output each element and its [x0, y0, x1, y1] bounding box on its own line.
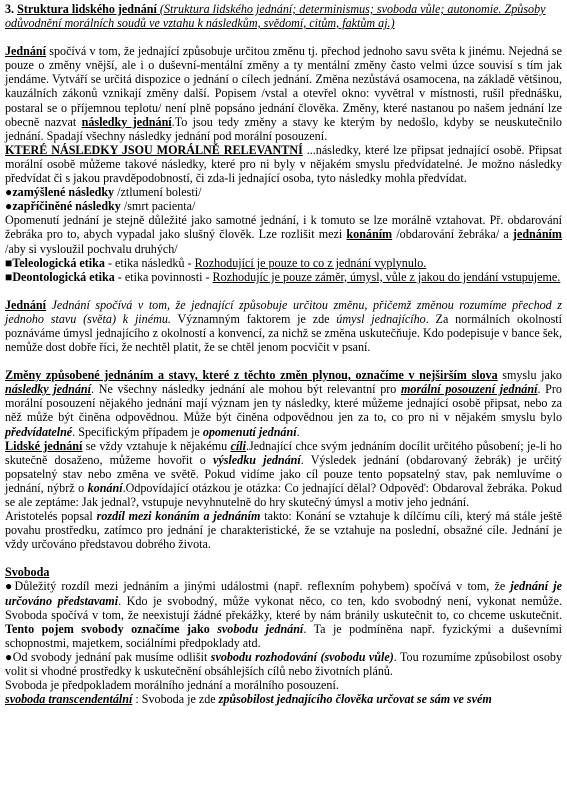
bullet-caused: ●zapříčiněné následky /smrt pacienta/ — [5, 199, 196, 214]
square-bullet-icon: ■ — [5, 255, 13, 270]
section-heading — [5, 2, 562, 30]
paragraph-changes: Změny způsobené jednáním a stavy, které z těchto změn plynou, označíme v nejširším slova smyslu jako následky jednání. Ne všechny následky jednání ale mohou být relevantní pro morální posouzení jednání. Pro morální posouzení nějakého jednání mají význam jen ty následky, které můžeme jednající osobě připsat, nebo za něž může být činěna odpovědnou. Může být činěna odpovědnou jen za to, co pro ni v nějakém smyslu bylo předvídatelné. Specifickým případem je opomenutí jednání. — [5, 368, 562, 439]
square-bullet-icon: ■ — [5, 269, 13, 284]
paragraph-freedom-premise: Svoboda je předpokladem morálního jednání a morálního posouzení. — [5, 678, 339, 693]
bullet-intended: ●zamýšlené následky /ztlumení bolesti/ — [5, 185, 202, 200]
paragraph-jednani: Jednání spočívá v tom, že jednající způsobuje určitou změnu tj. přechod jednoho savu světa k jinému. Nejedná se pouze o změny vnější, ale i o duševní-mentální změny a ty mentální změny často velmi úzce souvisí s tím jak jendáme. Vytváří se určitá dispozice o jednání o cílech jednání. Změna nezůstává osamocena, na základě většinou, kauzálních zákonů vznikají změny další. Popisem /vstal a otevřel okno: vyvětral v místnosti, rušil přednášku, postaral se o příjemnou teplotu/ není plně popsáno jednání člověka. Změny, které nastanou po našem jednání lze obecně nazvat následky jednání.To jsou tedy změny a stavy ke kterým by nedošlo, kdyby se neuskutečnilo jednání. Spadají všechny následky jednání pod morální posouzení. — [5, 44, 562, 143]
heading-subtitle: (Struktura lidského jednání; determinismus; svoboda vůle; autonomie. Způsoby odůvodnění morálních soudů ve vztahu k následkům, svědomí, citům, faktům aj.) — [5, 2, 546, 31]
term-jednani: Jednání — [5, 44, 46, 59]
paragraph-freedom-action: ●Důležitý rozdíl mezi jednáním a jinými událostmi (např. reflexním pohybem) spočívá v tom, že jednání je určováno představami. Kdo je svobodný, může vykonat něco, co ten, kdo svobodný není, vykonat nemůže. Svoboda spočívá v tom, že neexistují žádné překážky, které by nám bránily uskutečnit to, co chceme uskutečnit. Tento pojem svobody označíme jako svobodu jednání. Ta je podmíněna např. fyzickými a duševními schopnostmi, majetkem, sociálními předpoklady atd. — [5, 579, 562, 650]
bullet-icon: ● — [5, 649, 13, 664]
paragraph-transcendental: svoboda transcendentální : Svoboda je zde způsobilost jednajícího člověka určovat se sám ve svém — [5, 692, 492, 707]
paragraph-intent: Jednání Jednání spočívá v tom, že jednající způsobuje určitou změnu, přičemž změnou rozumíme přechod z jednoho stavu (světa) k jinému. Významným faktorem je zde úmysl jednajícího. Za normálních okolností poznáváme úmysl jednajícího z okolností a konvencí, za nichž se změna uskutečňuje. Kdo podepisuje v bance šek, nemůže dost dobře říci, že nechtěl platit, že se chtěl jenom pocvičit v psaní. — [5, 297, 563, 355]
paragraph-freedom-will: ●Od svobody jednání pak musíme odlišit svobodu rozhodování (svobodu vůle). Tou rozumíme způsobilost osoby volit si vhodné prostředky k uskutečnění obsáhlejších cílů nebo životních plánů. — [5, 649, 562, 679]
heading-number: 3. — [5, 2, 18, 16]
bullet-icon: ● — [5, 199, 13, 214]
bullet-icon: ● — [5, 185, 13, 200]
paragraph-human-action: Lidské jednání se vždy vztahuje k nějakému cíli.Jednající chce svým jednáním docílit určitého působení; je-li ho skutečně dosaženo, můžeme hovořit o výsledku jednání. Výsledek jednání (obdarovaný žebrák) je určitý popsatelný stav nebo změna ve světě. Pokud vidíme jako cíl pouze tento popsatelný stav, pak nemluvíme o jednání, nýbrž o konání.Odpovídající otázkou je otázka: Co jednající dělal? Odpověď: Obdaroval žebráka. Pokud se ale zeptáme: Jak jednal?, vstupuje nevyhnutelně do hry skutečný úmysl a motiv jeho jednání. — [5, 438, 562, 509]
bullet-icon: ● — [5, 579, 15, 594]
paragraph-omission: Opomenutí jednání je stejně důležité jako samotné jednání, i k tomuto se lze morálně vztahovat. Př. obdarování žebráka pro to, abych vypadal jako slušný člověk. Lze rozlišit mezi konáním /obdarování žebráka/ a jednáním /aby si vysloužil pochvalu druhých/ — [5, 213, 562, 256]
paragraph-title: Změny způsobené jednáním a stavy, které z těchto změn plynou, označíme v nejširším slova — [5, 368, 498, 383]
term-nasledky-jednani: následky jednání — [81, 114, 172, 129]
bullet-teleological: ■Teleologická etika - etika následků - Rozhodující je pouze to co z jednání vyplynulo. — [5, 255, 427, 270]
heading-title: Struktura lidského jednání — [17, 2, 157, 16]
section-title-svoboda: Svoboda — [5, 565, 50, 580]
paragraph-aristotle: Aristotelés popsal rozdíl mezi konáním a jednáním takto: Konání se vztahuje k dílčímu cíli, který má stále ještě povahu prostředku, zatímco pro jednání je charakteristické, že se vztahuje na poslední, obsažné cíle. Jednání je vždy určováno představou dobrého života. — [5, 509, 562, 552]
bullet-deontological: ■Deontologická etika - etika povinnosti - Rozhodujíc je pouze záměr, úmysl, vůle z jakou do jendání vstupujeme. — [5, 269, 561, 284]
paragraph-relevant-consequences: KTERÉ NÁSLEDKY JSOU MORÁLNĚ RELEVANTNÍ ...následky, které lze připsat jednající osobě. Připsat morální osobě můžeme takové následky, které pro ni byly v nějakém smyslu předvídatelné. Je možno následky předvídat či s jakou pravděpodobností, či zda-li jednající osoba, tyto následky mohla předvídat. — [5, 142, 562, 186]
term-relevant: KTERÉ NÁSLEDKY JSOU MORÁLNĚ RELEVANTNÍ — [5, 142, 303, 157]
